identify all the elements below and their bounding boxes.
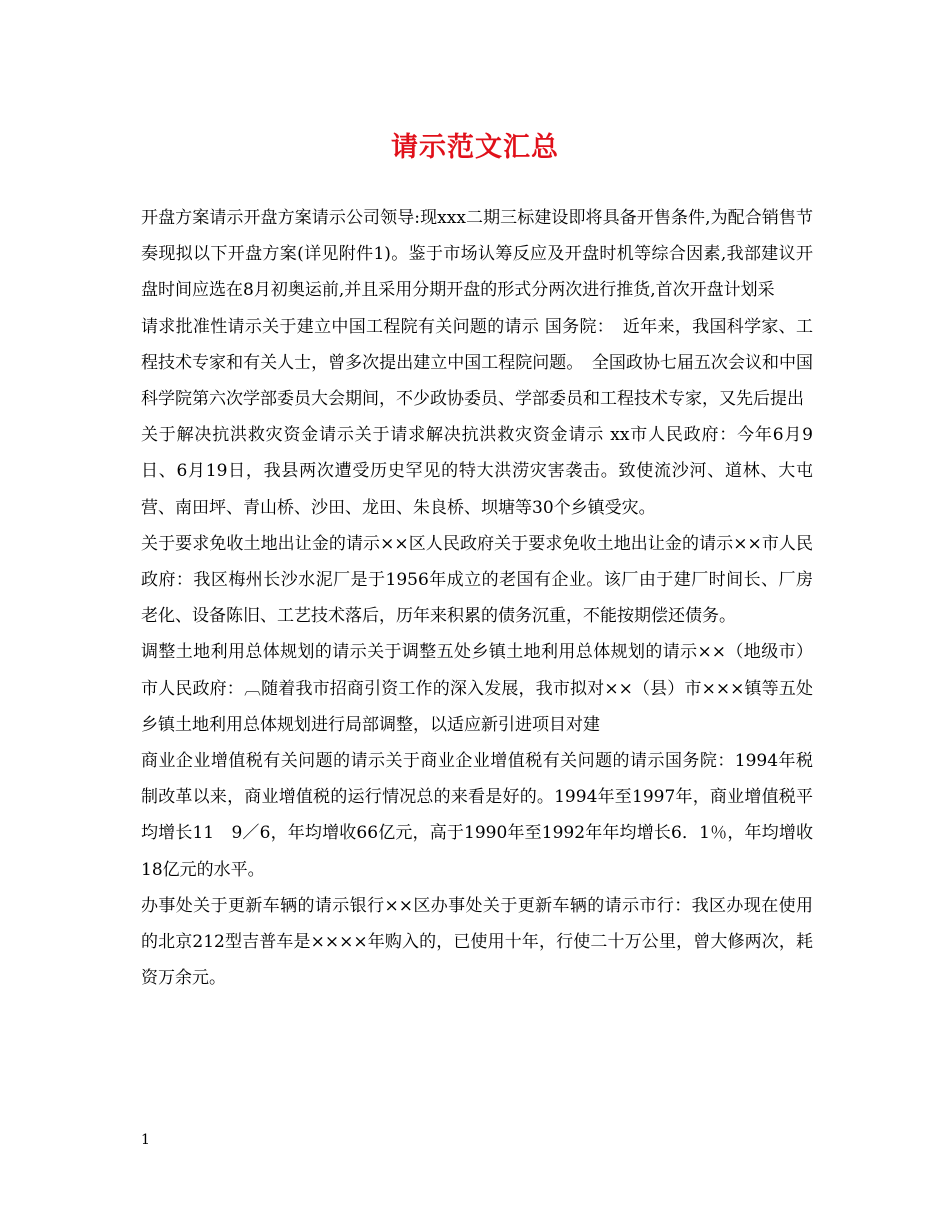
paragraph-engineering-academy: 请求批准性请示关于建立中国工程院有关问题的请示 国务院： 近年来，我国科学家、工程技术专家和有关人士，曾多次提出建立中国工程院问题。 全国政协七届五次会议和中国科学院第六次学部委员大会期间，不少政协委员、学部委员和工程技术专家，又先后提出 (141, 316, 813, 410)
paragraph-vehicle-renewal: 办事处关于更新车辆的请示银行××区办事处关于更新车辆的请示市行：我区办现在使用的北京212型吉普车是××××年购入的，已使用十年，行使二十万公里，曾大修两次，耗资万余元。 (141, 895, 813, 989)
paragraph-vat-issues: 商业企业增值税有关问题的请示关于商业企业增值税有关问题的请示国务院：1994年税制改革以来，商业增值税的运行情况总的来看是好的。1994年至1997年，商业增值税平均增长11 9／6，年均增收66亿元，高于1990年至1992年年均增长6．1％，年均增收18亿元的水平。 (141, 751, 813, 880)
paragraph-land-fee-exemption: 关于要求免收土地出让金的请示××区人民政府关于要求免收土地出让金的请示××市人民政府：我区梅州长沙水泥厂是于1956年成立的老国有企业。该厂由于建厂时间长、厂房老化、设备陈旧、工艺技术落后，历年来积累的债务沉重，不能按期偿还债务。 (141, 533, 813, 627)
paragraph-land-use-plan: 调整土地利用总体规划的请示关于调整五处乡镇土地利用总体规划的请示××（地级市）市人民政府：︹随着我市招商引资工作的深入发展，我市拟对××（县）市×××镇等五处乡镇土地利用总体规划进行局部调整，以适应新引进项目对建 (141, 642, 813, 735)
paragraph-opening-plan: 开盘方案请示开盘方案请示公司领导:现xxx二期三标建设即将具备开售条件,为配合销售节奏现拟以下开盘方案(详见附件1)。鉴于市场认筹反应及开盘时机等综合因素,我部建议开盘时间应选在8月初奥运前,并且采用分期开盘的形式分两次进行推货,首次开盘计划采 (141, 208, 813, 301)
paragraph-flood-relief: 关于解决抗洪救灾资金请示关于请求解决抗洪救灾资金请示 xx市人民政府：今年6月9日、6月19日，我县两次遭受历史罕见的特大洪涝灾害袭击。致使流沙河、道林、大屯营、南田坪、青山桥、沙田、龙田、朱良桥、坝塘等30个乡镇受灾。 (141, 425, 813, 518)
page-number: 1 (141, 1132, 150, 1148)
document-body (141, 200, 813, 996)
document-title: 请示范文汇总 (391, 132, 559, 163)
